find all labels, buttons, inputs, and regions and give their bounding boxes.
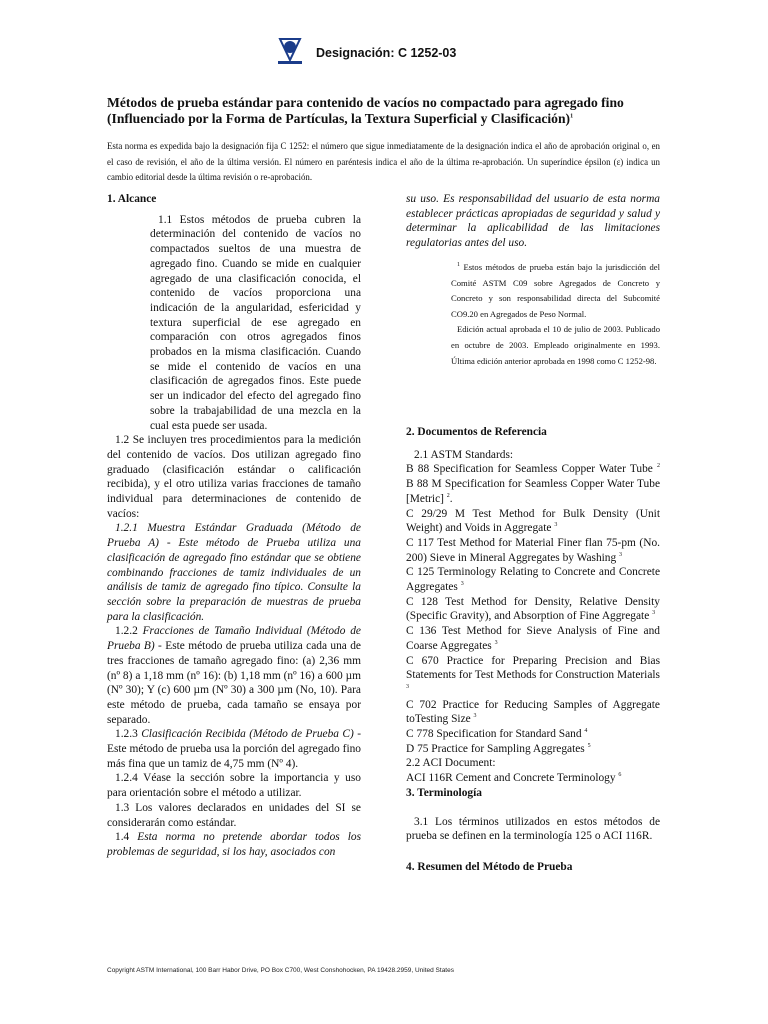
section-4-heading: 4. Resumen del Método de Prueba (406, 860, 573, 873)
reference-item: C 29/29 M Test Method for Bulk Density (Unit Weight) and Voids in Aggregate $^3$ (406, 507, 660, 535)
reference-item: C 117 Test Method for Material Finer flan 75-pm (No. 200) Sieve in Mineral Aggregates by Washing $^3$ (406, 536, 660, 564)
reference-item: C 670 Practice for Preparing Precision and Bias Statements for Test Methods for Construction Materials $^3$ (406, 654, 660, 691)
para-1-2-3: 1.2.3 Clasificación Recibida (Método de Prueba C) -Este método de prueba usa la porción del agregado fino más fina que un tamiz de 4,75 mm (Nº 4). (107, 728, 361, 770)
reference-item: C 778 Specification for Standard Sand $^4$ (406, 728, 588, 741)
aci-reference: ACI 116R Cement and Concrete Terminology $^6$ (406, 772, 622, 785)
document-title: Métodos de prueba estándar para contenido de vacíos no compactado para agregado fino (Influenciado por la Forma de Partículas, la Textura Superficial y Clasificación)$^1$ (107, 95, 624, 126)
left-column (107, 192, 361, 860)
right-column (406, 192, 660, 251)
para-1-2-4: 1.2.4 Véase la sección sobre la importancia y uso para orientación sobre el método a utilizar. (107, 772, 361, 800)
footnote-1: $^1$ Estos métodos de prueba están bajo la jurisdicción del Comité ASTM C09 sobre Agregados de Concreto y Concreto y son responsabilidad directa del Subcomité CO9.20 en Agregados de Peso Normal. Edición actual aprobada el 10 de julio de 2003. Publicado en octubre de 2003. Empleado originalmente en 1993. Última edición anterior aprobada en 1998 como C 1252-98. (451, 262, 660, 366)
para-1-4: 1.4 Esta norma no pretende abordar todos los problemas de seguridad, si los hay, asociados con (107, 831, 361, 858)
reference-item: C 702 Practice for Reducing Samples of Aggregate toTesting Size $^3$ (406, 698, 660, 726)
aci-document-label: 2.2 ACI Document: (406, 757, 496, 770)
copyright-footer: Copyright ASTM International, 100 Barr Habor Drive, PO Box C700, West Conshohocken, PA 19428.2959, United States (107, 967, 454, 974)
para-1-2: 1.2 Se incluyen tres procedimientos para la medición del contenido de vacíos. Dos utilizan agregado fino graduado (clasificación estándar o calificación recibida), y el otro utiliza varias fracciones de tamaño individual para determinaciones de contenido de vacíos: (107, 434, 361, 520)
right-sections (406, 425, 660, 875)
designation: Designación: C 1252-03 (316, 46, 457, 60)
para-1-1: 1.1 Estos métodos de prueba cubren la determinación del contenido de vacíos no compactados sueltos de una muestra de agregado fino. Cuando se mide en cualquier agregado de una clasificación conocida, el contenido de vacíos proporciona una indicación de la angularidad, esfericidad y textura superficial de ese agregado en comparación con otros agregados finos probados en la misma clasificación. Cuando se mide el contenido de vacíos en una clasificación de agregados finos. Este puede ser un indicador del efecto del agregado fino sobre la trabajabilidad de una mezcla en la cual esta puede ser usada. (150, 213, 361, 432)
intro-note: Esta norma es expedida bajo la designación fija C 1252: el número que sigue inmediatamente de la designación indica el año de aprobación original o, en el caso de revisión, el año de la última versión. El número en paréntesis indica el año de la última re-aprobación. Un superíndice épsilon (ε) indica un cambio editorial desde la última revisión o re-aprobación. (107, 141, 660, 183)
astm-standards-label: 2.1 ASTM Standards: (414, 448, 514, 461)
reference-item: C 125 Terminology Relating to Concrete and Concrete Aggregates $^3$ (406, 566, 660, 594)
section-1-heading: 1. Alcance (107, 193, 157, 205)
reference-item: B 88 Specification for Seamless Copper Water Tube $^2$ B 88 M Specification for Seamless Copper Water Tube [Metric] $^2$. (406, 463, 660, 505)
para-3-1: 3.1 Los términos utilizados en estos métodos de prueba se definen en la terminología 125 o ACI 116R. (406, 815, 660, 843)
reference-item: C 136 Test Method for Sieve Analysis of Fine and Coarse Aggregates $^3$ (406, 625, 660, 652)
para-1-3: 1.3 Los valores declarados en unidades del SI se considerarán como estándar. (107, 801, 361, 829)
reference-item: C 128 Test Method for Density, Relative Density (Specific Gravity), and Absorption of Fine Aggregate $^3$ (406, 595, 660, 623)
section-2-heading: 2. Documentos de Referencia (406, 426, 547, 438)
section-3-heading: 3. Terminología (406, 786, 482, 799)
para-1-2-1: 1.2.1 Muestra Estándar Graduada (Método de Prueba A) - Este método de Prueba utiliza una clasificación de agregado fino estándar que se obtiene combinando fracciones de tamiz individuales de un análisis de tamiz de agregado fino típico. Consulte la sección sobre la preparación de muestras de prueba para la clasificación. (107, 522, 361, 623)
reference-list (406, 462, 660, 756)
astm-logo (276, 36, 304, 66)
para-1-4-continued: su uso. Es responsabilidad del usuario de esta norma establecer prácticas apropiadas de seguridad y salud y determinar la aplicabilidad de las limitaciones regulatorias antes del uso. (406, 193, 660, 250)
para-1-2-2: 1.2.2 Fracciones de Tamaño Individual (Método de Prueba B) - Este método de prueba utiliza cada una de tres fracciones de tamaño agregado fino: (a) 2,36 mm (nº 8) a 1,18 mm (nº 16): (b) 1,18 mm (nº 16) a 600 µm (Nº 30); Y (c) 600 µm (Nº 30) a 300 µm (No, 10). Para este método de prueba, cada tamaño se ensaya por separado. (107, 625, 361, 726)
reference-item: D 75 Practice for Sampling Aggregates $^5$ (406, 742, 591, 755)
